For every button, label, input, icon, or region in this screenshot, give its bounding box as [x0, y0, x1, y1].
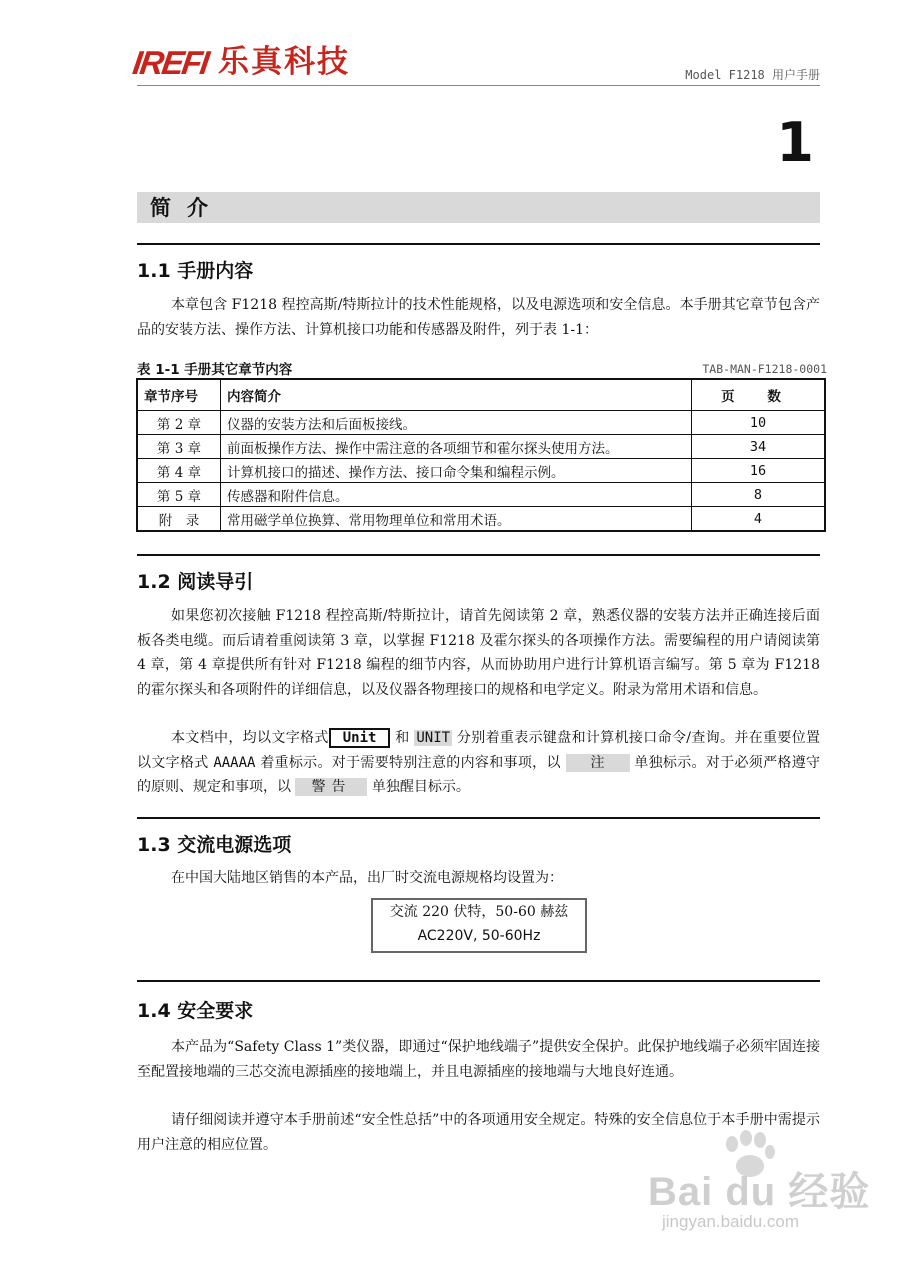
section-divider — [137, 554, 820, 556]
section-heading-1-4: 1.4 安全要求 — [137, 1000, 254, 1022]
section-1-2-paragraph-1: 如果您初次接触 F1218 程控高斯/特斯拉计，请首先阅读第 2 章，熟悉仪器的安装方法并正确连接后面板各类电缆。而后请着重阅读第 3 章，以掌握 F1218 及霍尔探头的各项操作方法。需要编程的用户请阅读第 4 章，第 4 章提供所有针对 F1218 编程的细节内容，从而协助用户进行计算机语言编写。第 5 章为 F1218 的霍尔探头和各项附件的详细信息，以及仪器各物理接口的规格和电学定义。附录为常用术语和信息。 — [137, 608, 820, 698]
company-logo-mark: IREFI — [130, 44, 211, 81]
text-run: 分别着重表示键盘和计算机接口命令/查询。并在重要位置以文字格式 — [137, 730, 821, 771]
table-cell-chapter: 附 录 — [137, 507, 221, 532]
section-heading-1-1: 1.1 手册内容 — [137, 260, 254, 282]
table-header-row — [137, 379, 825, 411]
table-cell-chapter: 第 4 章 — [137, 459, 221, 483]
table-cell-chapter: 第 5 章 — [137, 483, 221, 507]
section-1-3-intro: 在中国大陆地区销售的本产品，出厂时交流电源规格均设置为： — [171, 870, 563, 886]
table-cell-chapter: 第 3 章 — [137, 435, 221, 459]
section-heading-1-2: 1.2 阅读导引 — [137, 571, 254, 593]
table-cell-pages: 34 — [692, 435, 826, 459]
table-header-cell: 内容简介 — [221, 379, 692, 411]
section-divider — [137, 243, 820, 245]
table-row — [137, 459, 825, 483]
table-cell-chapter: 第 2 章 — [137, 411, 221, 435]
table-header-cell: 章节序号 — [137, 379, 221, 411]
watermark-url: jingyan.baidu.com — [662, 1212, 800, 1231]
section-1-1-intro: 本章包含 F1218 程控高斯/特斯拉计的技术性能规格，以及电源选项和安全信息。本手册其它章节包含产品的安装方法、操作方法、计算机接口功能和传感器及附件，列于表 1-1： — [137, 297, 820, 338]
text-run: 本文档中，均以文字格式 — [171, 730, 329, 746]
table-cell-summary: 传感器和附件信息。 — [221, 483, 692, 507]
header-model-label: Model F1218 用户手册 — [685, 68, 820, 82]
command-format-example: UNIT — [416, 730, 451, 746]
ac-power-spec-chinese: 交流 220 伏特，50-60 赫兹 — [389, 904, 569, 920]
table-cell-summary: 前面板操作方法、操作中需注意的各项细节和霍尔探头使用方法。 — [221, 435, 692, 459]
text-run: 和 — [395, 730, 410, 746]
table-row — [137, 411, 825, 435]
table-row — [137, 507, 825, 532]
text-run: 着重标示。对于需要特别注意的内容和事项，以 — [260, 754, 561, 771]
table-cell-summary: 计算机接口的描述、操作方法、接口命令集和编程示例。 — [221, 459, 692, 483]
table-cell-summary: 常用磁学单位换算、常用物理单位和常用术语。 — [221, 507, 692, 532]
table-cell-pages: 4 — [692, 507, 826, 532]
text-run: 单独标示。对于必须严格遵守的原则、规定和事项，以 — [137, 754, 821, 795]
chapter-title: 简介 — [150, 196, 224, 220]
text-run: 单独醒目标示。 — [371, 779, 470, 795]
watermark-logo: Bai du 经验 — [648, 1170, 871, 1214]
section-divider — [137, 980, 820, 982]
table-row — [137, 483, 825, 507]
warning-tag: 警告 — [295, 778, 367, 796]
chapter-contents-table — [136, 378, 826, 532]
company-name: 乐真科技 — [218, 44, 350, 80]
table-id: TAB-MAN-F1218-0001 — [702, 362, 827, 376]
table-cell-pages: 8 — [692, 483, 826, 507]
key-format-example: Unit — [329, 728, 391, 748]
table-caption: 表 1-1 手册其它章节内容 — [137, 362, 293, 378]
header-divider — [137, 85, 820, 86]
ac-power-spec-english: AC220V, 50-60Hz — [417, 928, 541, 944]
section-1-4-paragraph-1: 本产品为“Safety Class 1”类仪器，即通过“保护地线端子”提供安全保护。此保护地线端子必须牢固连接至配置接地端的三芯交流电源插座的接地端上，并且电源插座的接地端与大地良好连通。 — [137, 1039, 820, 1080]
table-cell-pages: 10 — [692, 411, 826, 435]
chapter-title-bar — [137, 192, 820, 223]
table-row — [137, 435, 825, 459]
table-header-cell: 页 数 — [692, 379, 826, 411]
emphasis-format-example: AAAAA — [213, 754, 256, 771]
table-cell-summary: 仪器的安装方法和后面板接线。 — [221, 411, 692, 435]
table-cell-pages: 16 — [692, 459, 826, 483]
note-tag: 注 — [566, 754, 630, 772]
section-1-4-paragraph-2: 请仔细阅读并遵守本手册前述“安全性总括”中的各项通用安全规定。特殊的安全信息位于本手册中需提示用户注意的相应位置。 — [137, 1112, 820, 1153]
section-1-2-paragraph-2 — [137, 726, 820, 800]
ac-power-spec-box — [371, 898, 587, 953]
section-heading-1-3: 1.3 交流电源选项 — [137, 834, 292, 856]
section-divider — [137, 817, 820, 819]
chapter-number: 1 — [776, 111, 814, 174]
